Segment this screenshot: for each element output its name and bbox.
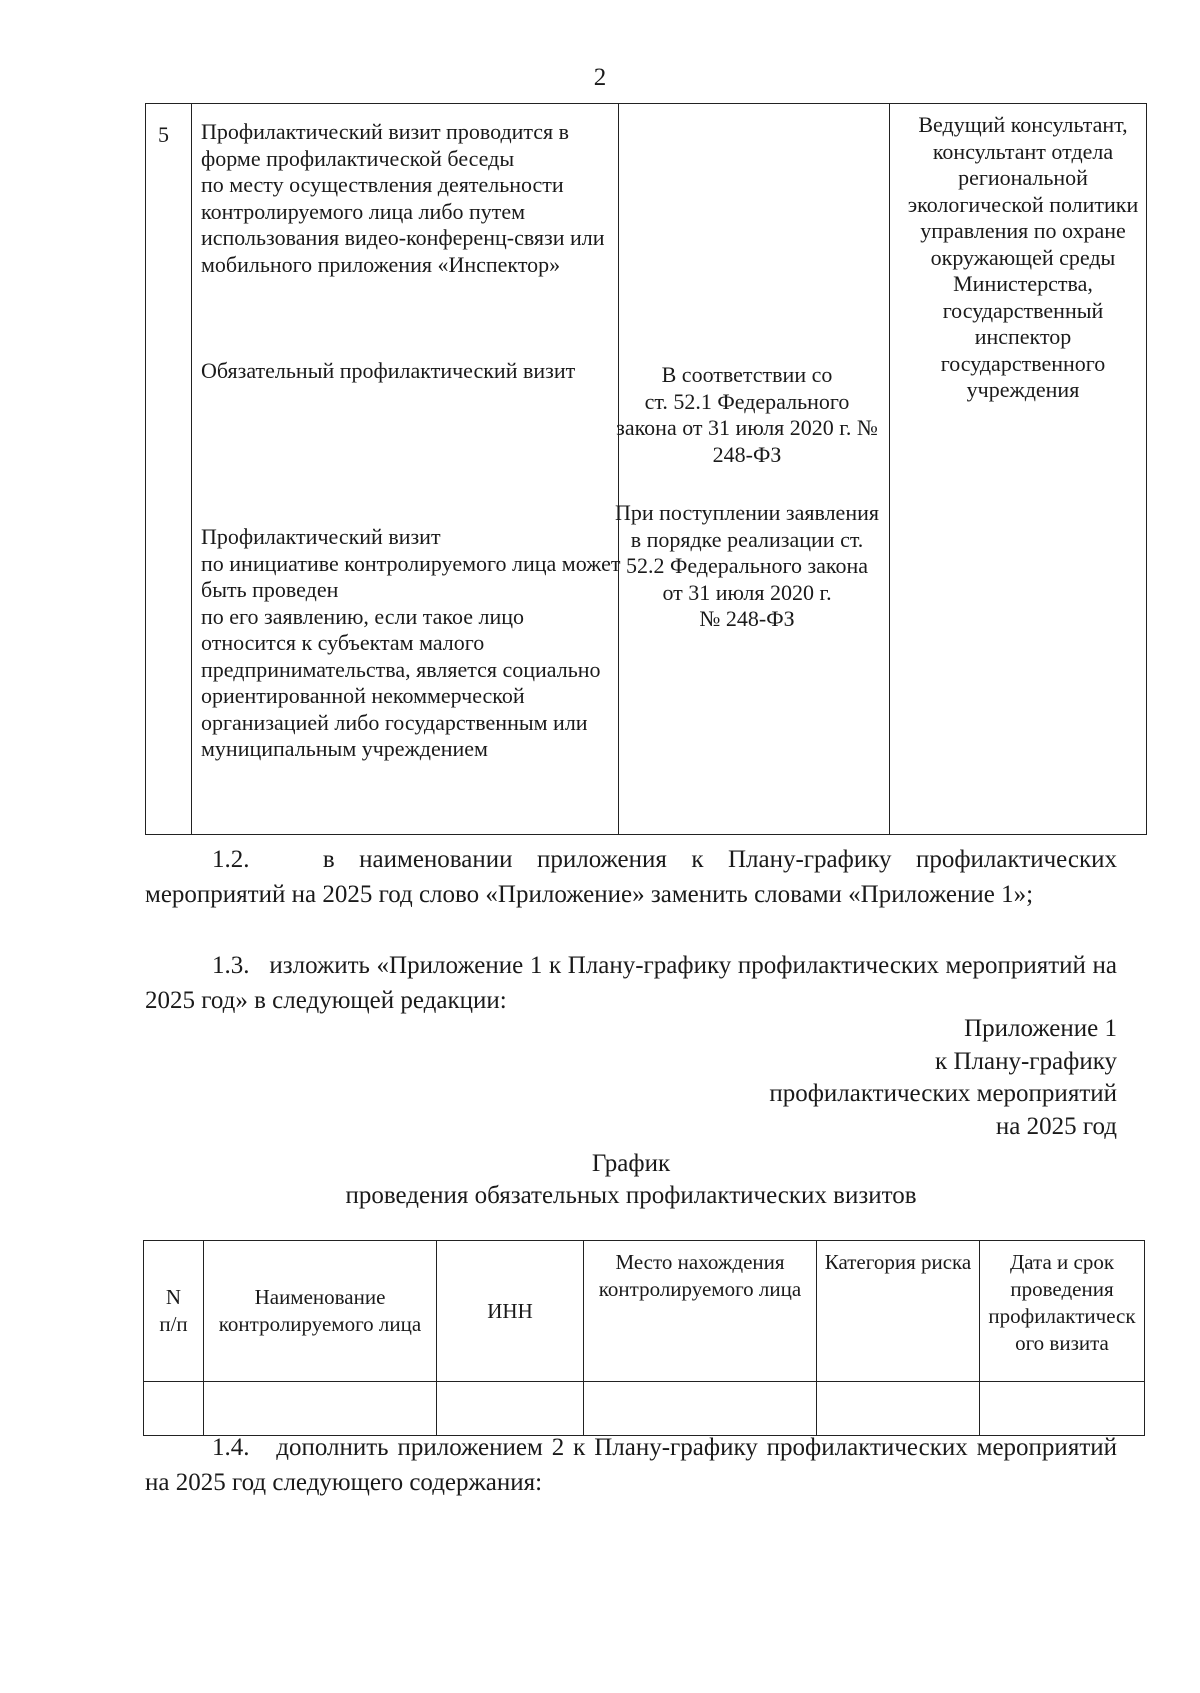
table-divider bbox=[191, 104, 192, 834]
table-header-row bbox=[144, 1241, 1145, 1382]
activities-table bbox=[145, 103, 1147, 835]
schedule-table bbox=[143, 1240, 1145, 1436]
table-cell bbox=[817, 1382, 980, 1436]
header-name: Наименование контролируемого лица bbox=[204, 1241, 437, 1382]
paragraph-text: дополнить приложением 2 к Плану-графику профилактических мероприятий на 2025 год следующего содержания: bbox=[145, 1434, 1117, 1496]
row-number: 5 bbox=[158, 122, 169, 147]
paragraph-text: изложить «Приложение 1 к Плану-графику профилактических мероприятий на 2025 год» в следующей редакции: bbox=[145, 952, 1117, 1014]
schedule-subtitle: проведения обязательных профилактических визитов bbox=[345, 1182, 917, 1209]
header-inn: ИНН bbox=[437, 1241, 584, 1382]
table-divider bbox=[889, 104, 890, 834]
appendix-reference: Приложение 1 к Плану-графику профилактических мероприятий на 2025 год bbox=[769, 1015, 1117, 1140]
table-cell bbox=[584, 1382, 817, 1436]
header-visit-date: Дата и срок проведения профилактическ ого визита bbox=[980, 1241, 1145, 1382]
table-row bbox=[144, 1382, 1145, 1436]
header-number: N п/п bbox=[144, 1241, 204, 1382]
initiative-visit-text: Профилактический визит по инициативе контролируемого лица может быть проведен по его заявлению, если такое лицо относится к субъектам малого предпринимательства, является социально ориентированной некоммерческой организацией либо государственным или муниципальным учреждением bbox=[201, 524, 621, 761]
table-cell bbox=[437, 1382, 584, 1436]
paragraph-number: 1.2. bbox=[212, 846, 250, 873]
paragraph-1-3 bbox=[145, 948, 1117, 1018]
paragraph-number: 1.3. bbox=[212, 952, 250, 979]
paragraph-1-2 bbox=[145, 842, 1117, 912]
header-risk-category: Категория риска bbox=[817, 1241, 980, 1382]
paragraph-text: в наименовании приложения к Плану-графику профилактических мероприятий на 2025 год слово «Приложение» заменить словами «Приложение 1»; bbox=[145, 846, 1118, 908]
paragraph-number: 1.4. bbox=[212, 1434, 250, 1461]
schedule-title: График bbox=[591, 1150, 671, 1177]
page-number: 2 bbox=[593, 64, 607, 91]
table-cell bbox=[204, 1382, 437, 1436]
responsible-persons-text: Ведущий консультант, консультант отдела региональной экологической политики управления по охране окружающей среды Министерства, государственный инспектор государственного учреждения bbox=[907, 112, 1139, 402]
visit-form-text: Профилактический визит проводится в форме профилактической беседы по месту осуществления деятельности контролируемого лица либо путем использования видео-конференц-связи или мобильного приложения «Инспектор» bbox=[201, 119, 605, 277]
table-cell bbox=[980, 1382, 1145, 1436]
header-location: Место нахождения контролируемого лица bbox=[584, 1241, 817, 1382]
basis-initiative-text: При поступлении заявления в порядке реализации ст. 52.2 Федерального закона от 31 июля 2020 г. № 248-ФЗ bbox=[615, 500, 879, 631]
mandatory-visit-text: Обязательный профилактический визит bbox=[201, 358, 576, 383]
paragraph-1-4 bbox=[145, 1430, 1117, 1500]
basis-mandatory-text: В соответствии со ст. 52.1 Федерального закона от 31 июля 2020 г. № 248-ФЗ bbox=[616, 362, 878, 467]
table-cell bbox=[144, 1382, 204, 1436]
